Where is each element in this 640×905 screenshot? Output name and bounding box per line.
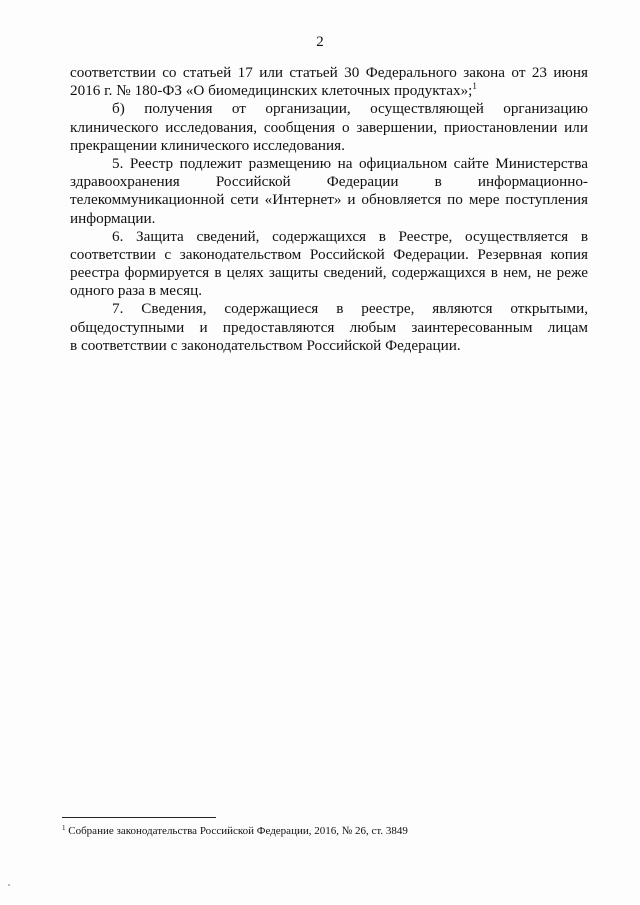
footnote-reference: 1 — [472, 81, 477, 92]
page-number: 2 — [316, 34, 324, 50]
text-line: соответствии со статьей 17 или статьей 30 Федерального закона от 23 июня — [70, 64, 588, 81]
body-text — [70, 64, 588, 355]
text-line: соответствии с законодательством Российской Федерации. Резервная копия — [70, 245, 588, 263]
scan-speck — [8, 884, 10, 886]
text-line: 6. Защита сведений, содержащихся в Реестре, осуществляется в — [112, 227, 588, 245]
text-line-with-footnote-ref — [70, 82, 588, 100]
text-line: прекращении клинического исследования. — [70, 136, 345, 154]
footnote-marker: 1 — [62, 824, 66, 832]
text-line: 2016 г. № 180-ФЗ «О биомедицинских клеточных продуктах»; — [70, 82, 473, 100]
text-line: здравоохранения Российской Федерации в информационно- — [70, 173, 588, 191]
footnote — [62, 825, 408, 838]
text-line: общедоступными и предоставляются любым заинтересованным лицам — [70, 318, 588, 336]
text-line: б) получения от организации, осуществляющей организацию — [112, 100, 588, 118]
text-line: клинического исследования, сообщения о завершении, приостановлении или — [70, 118, 588, 136]
text-line: 7. Сведения, содержащиеся в реестре, являются открытыми, — [112, 300, 588, 318]
text-line: реестра формируется в целях защиты сведений, содержащихся в нем, не реже — [70, 264, 588, 282]
footnote-text: Собрание законодательства Российской Федерации, 2016, № 26, ст. 3849 — [65, 825, 408, 837]
text-line: телекоммуникационной сети «Интернет» и обновляется по мере поступления — [70, 191, 588, 209]
footnote-separator — [62, 817, 216, 818]
text-line: в соответствии с законодательством Российской Федерации. — [70, 336, 461, 354]
text-line: информации. — [70, 209, 156, 227]
text-line: 5. Реестр подлежит размещению на официальном сайте Министерства — [112, 154, 588, 172]
text-line: одного раза в месяц. — [70, 282, 203, 300]
